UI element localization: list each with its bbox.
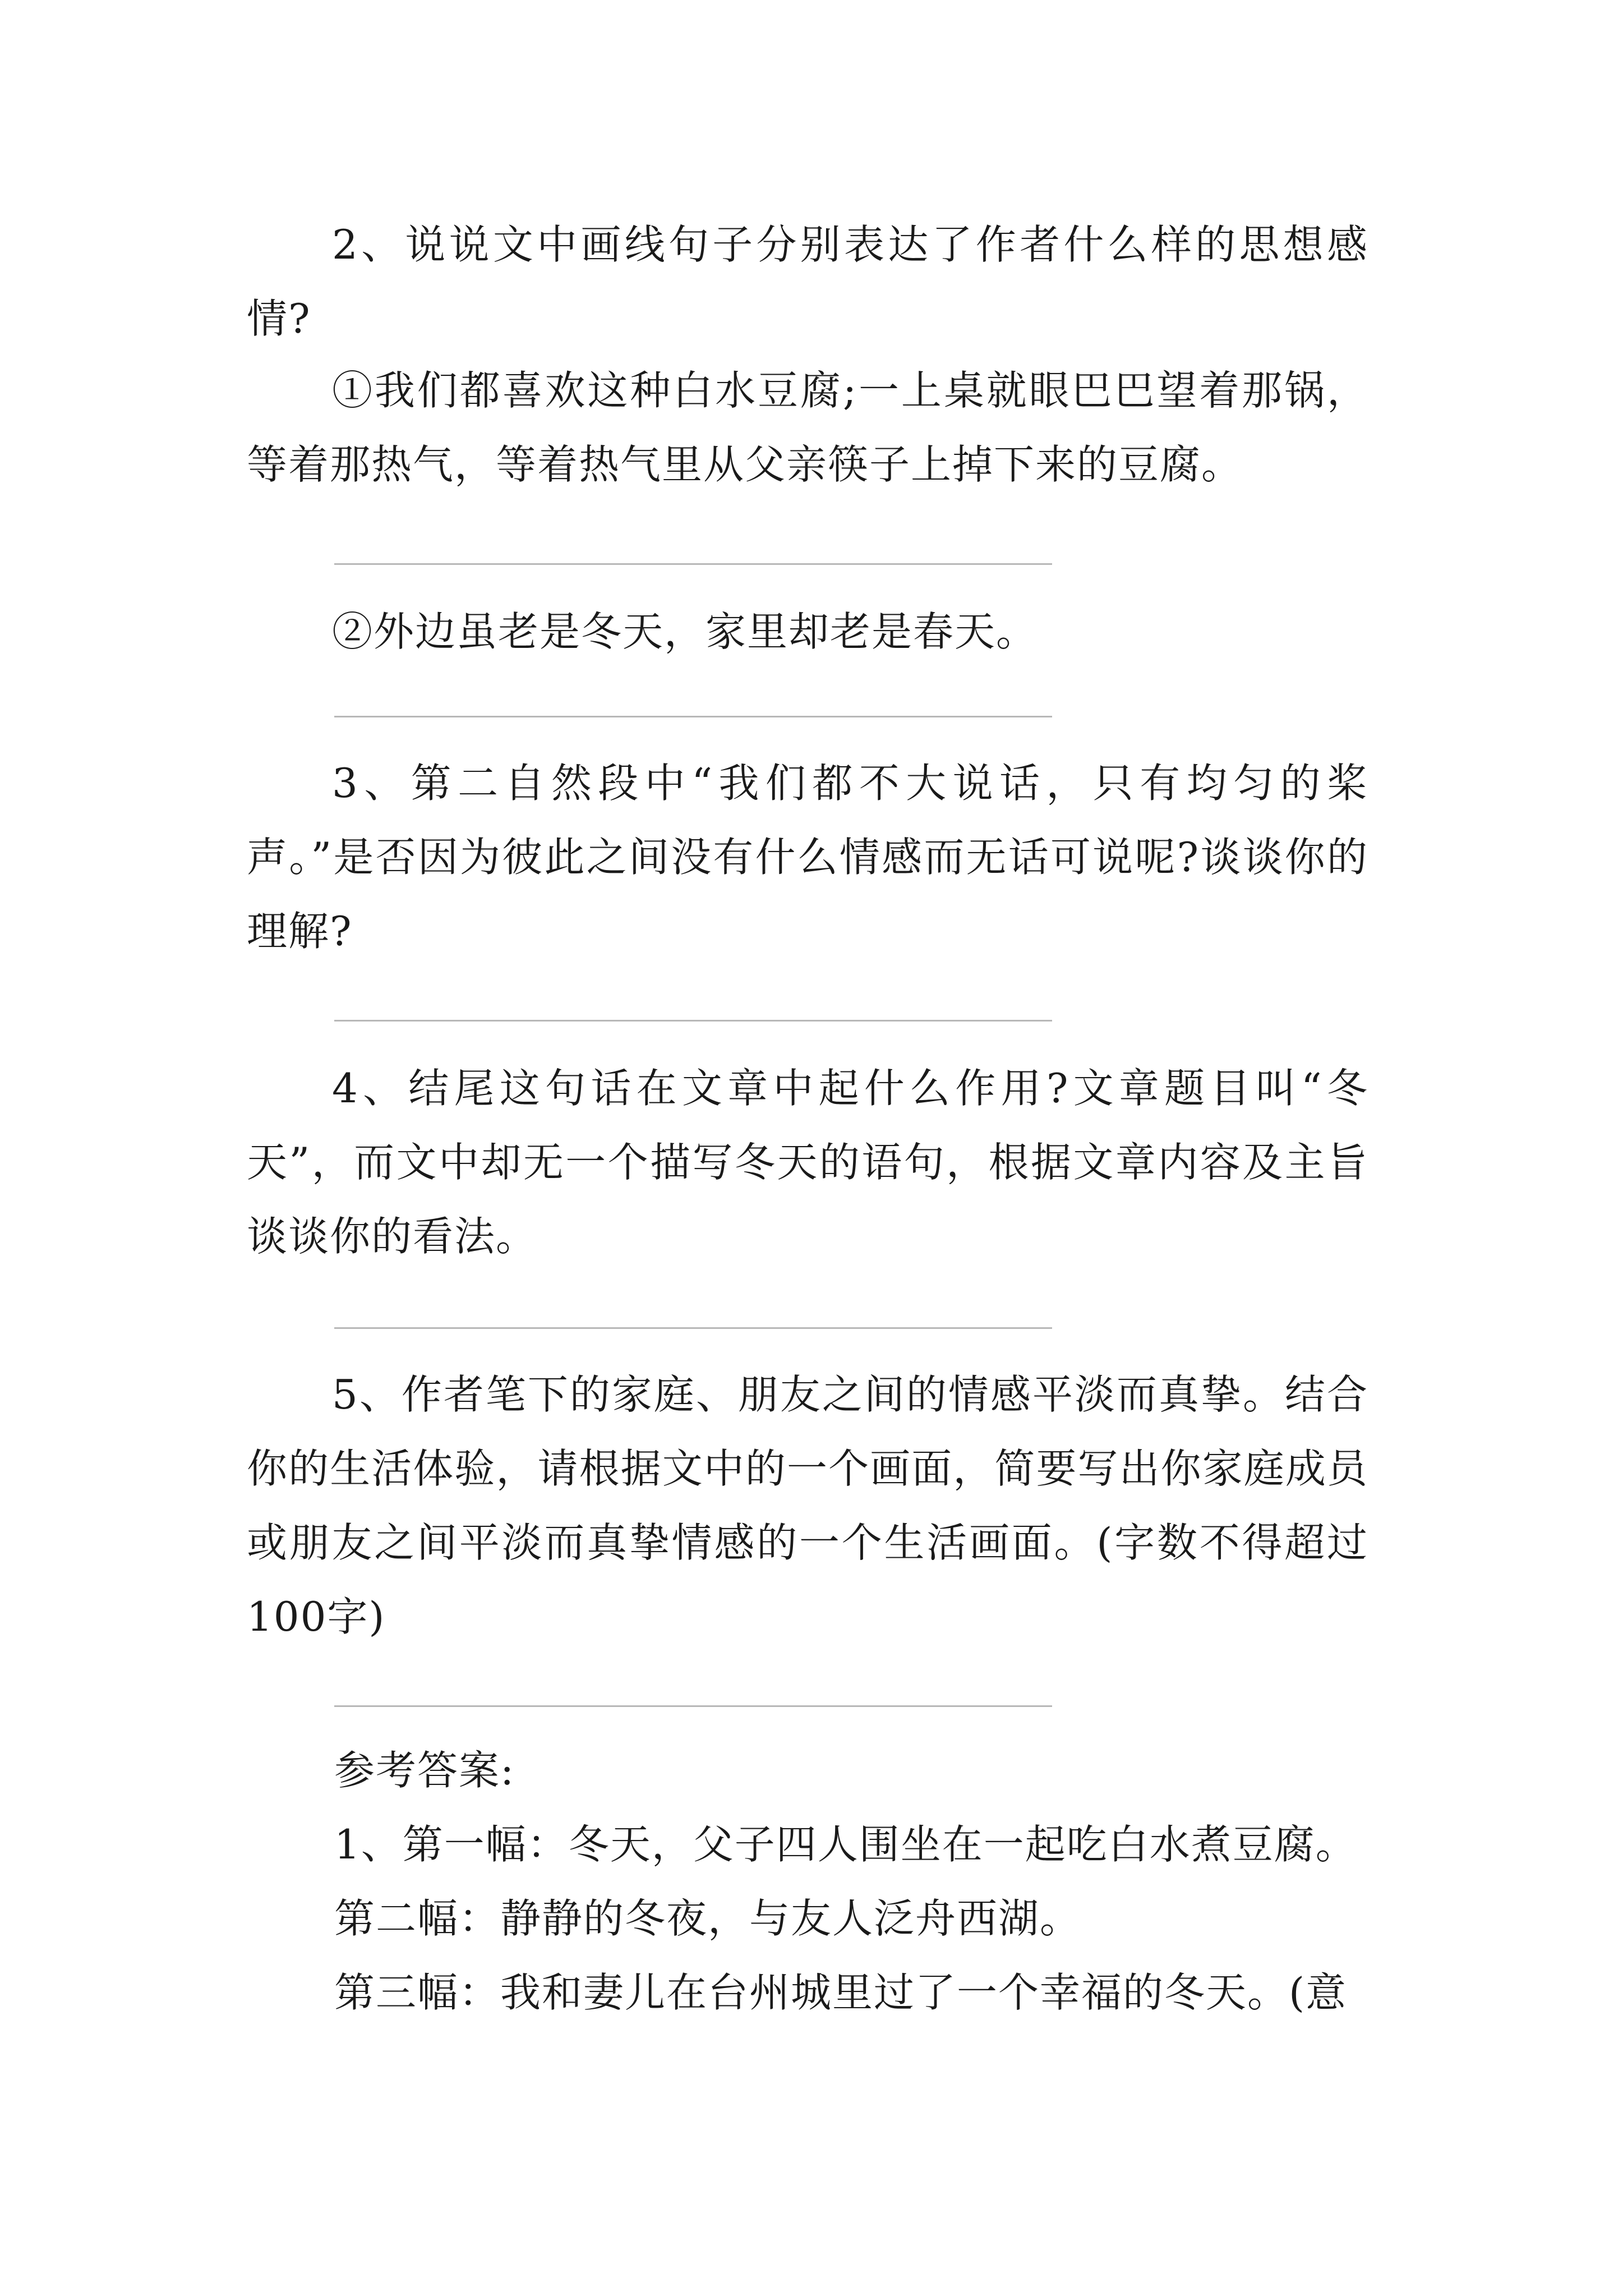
question-2-sentence-1: ①我们都喜欢这种白水豆腐;一上桌就眼巴巴望着那锅，等着那热气，等着热气里从父亲筷子上掉下来的豆腐。 <box>247 367 1368 488</box>
answer-blank-line <box>334 1020 1052 1022</box>
answer-blank-line <box>334 563 1052 565</box>
answers-heading: 参考答案: <box>334 1747 515 1794</box>
answer-blank-line <box>334 1327 1052 1329</box>
answer-blank-line <box>334 716 1052 717</box>
answer-1-line-1: 1、第一幅：冬天，父子四人围坐在一起吃白水煮豆腐。 <box>334 1821 1357 1868</box>
question-2-prompt: 2、说说文中画线句子分别表达了作者什么样的思想感情? <box>247 221 1368 342</box>
question-2-sentence-2: ②外边虽老是冬天，家里却老是春天。 <box>332 608 1038 655</box>
question-5-prompt: 5、作者笔下的家庭、朋友之间的情感平淡而真挚。结合你的生活体验，请根据文中的一个画面，简要写出你家庭成员或朋友之间平淡而真挚情感的一个生活画面。(字数不得超过100字) <box>247 1371 1368 1640</box>
question-4-prompt: 4、结尾这句话在文章中起什么作用?文章题目叫“冬天”，而文中却无一个描写冬天的语句，根据文章内容及主旨谈谈你的看法。 <box>247 1065 1368 1260</box>
answer-blank-line <box>334 1705 1052 1707</box>
answer-1-line-2: 第二幅：静静的冬夜，与友人泛舟西湖。 <box>334 1895 1082 1942</box>
question-3-prompt: 3、第二自然段中“我们都不大说话，只有均匀的桨声。”是否因为彼此之间没有什么情感而无话可说呢?谈谈你的理解? <box>247 760 1368 955</box>
answer-1-line-3: 第三幅：我和妻儿在台州城里过了一个幸福的冬天。(意 <box>334 1969 1348 2016</box>
